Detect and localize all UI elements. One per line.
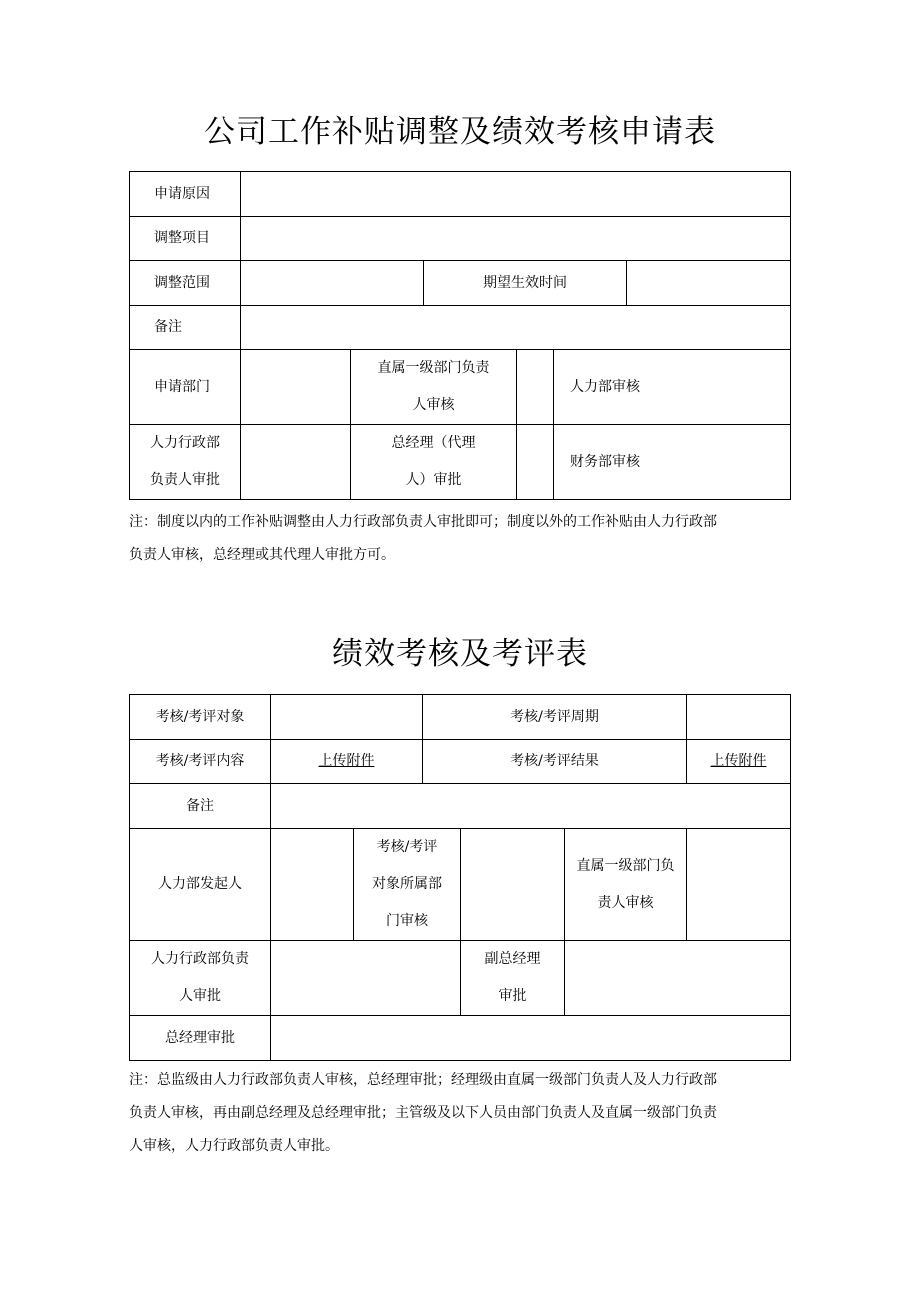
hr-admin-head-line2: 负责人审批	[150, 472, 220, 488]
expected-time-label: 期望生效时间	[424, 261, 627, 306]
hr-admin-line1: 人力行政部负责	[151, 951, 249, 967]
hr-admin-head-approval-label	[130, 425, 241, 500]
direct-head-line1: 直属一级部门负	[576, 857, 675, 874]
review-result-upload	[687, 740, 791, 784]
hr-initiator-label: 人力部发起人	[130, 829, 271, 941]
form1-note-line1: 注：制度以内的工作补贴调整由人力行政部负责人审批即可；制度以外的工作补贴由人力行政部	[129, 514, 717, 530]
hr-review-label	[554, 350, 791, 425]
adjust-range-field[interactable]	[241, 261, 424, 306]
hr-admin-line2: 人审批	[179, 988, 221, 1004]
form1-title: 公司工作补贴调整及绩效考核申请表	[204, 114, 716, 150]
review-content-label: 考核/考评内容	[130, 740, 271, 784]
gm-approval-field[interactable]	[517, 425, 554, 500]
gm-approval-label-2: 总经理审批	[130, 1016, 271, 1061]
dept-review-label	[354, 829, 461, 941]
direct-dept-head-review-label	[351, 350, 517, 425]
apply-reason-field[interactable]	[241, 172, 791, 217]
apply-dept-label: 申请部门	[130, 350, 241, 425]
hr-admin-head-line1: 人力行政部	[150, 435, 220, 451]
apply-reason-label: 申请原因	[130, 172, 241, 217]
adjust-range-label: 调整范围	[130, 261, 241, 306]
hr-review-text: 人力部审核	[570, 378, 640, 395]
dept-review-line3: 门审核	[386, 913, 428, 929]
review-period-label: 考核/考评周期	[423, 695, 687, 740]
review-content-upload	[271, 740, 423, 784]
adjust-item-field[interactable]	[241, 217, 791, 261]
review-result-label: 考核/考评结果	[423, 740, 687, 784]
form1-note	[129, 506, 791, 572]
form2-note-line1: 注：总监级由人力行政部负责人审核，总经理审批；经理级由直属一级部门负责人及人力行政部	[129, 1072, 717, 1088]
hr-admin-head-approval-field[interactable]	[241, 425, 351, 500]
gm-approval-label	[351, 425, 517, 500]
performance-review-table	[129, 694, 791, 1061]
vgm-line2: 审批	[498, 988, 527, 1004]
dept-review-line2: 对象所属部	[372, 876, 442, 892]
finance-review-label	[554, 425, 791, 500]
vgm-line1: 副总经理	[484, 951, 541, 967]
gm-approval-field-2[interactable]	[271, 1016, 791, 1061]
direct-head-line2: 责人审核	[597, 894, 654, 911]
finance-review-text: 财务部审核	[570, 453, 640, 470]
adjust-item-label: 调整项目	[130, 217, 241, 261]
form2-note-line2: 负责人审核，再由副总经理及总经理审批；主管级及以下人员由部门负责人及直属一级部门负责	[129, 1105, 717, 1121]
remark-label-2: 备注	[130, 784, 271, 829]
dept-review-field[interactable]	[461, 829, 565, 941]
form2-title: 绩效考核及考评表	[332, 636, 588, 672]
remark-field-2[interactable]	[271, 784, 791, 829]
review-target-field[interactable]	[271, 695, 423, 740]
gm-approval-line2: 人）审批	[405, 472, 462, 488]
apply-dept-field[interactable]	[241, 350, 351, 425]
remark-label: 备注	[130, 306, 241, 350]
remark-field[interactable]	[241, 306, 791, 350]
gm-approval-line1: 总经理（代理	[391, 435, 476, 451]
direct-dept-head-line2: 人审核	[412, 397, 455, 413]
review-result-upload-link[interactable]: 上传附件	[710, 753, 767, 769]
direct-dept-head-review-field[interactable]	[517, 350, 554, 425]
review-content-upload-link[interactable]: 上传附件	[318, 753, 375, 769]
vgm-approval-label	[461, 941, 565, 1016]
hr-admin-approval-field[interactable]	[271, 941, 461, 1016]
subsidy-application-table	[129, 171, 791, 500]
expected-time-field[interactable]	[627, 261, 791, 306]
review-period-field[interactable]	[687, 695, 791, 740]
form1-note-line2: 负责人审核，总经理或其代理人审批方可。	[129, 547, 395, 563]
direct-dept-head-line1: 直属一级部门负责	[377, 360, 490, 376]
form2-note	[129, 1064, 791, 1163]
direct-head-review-label	[565, 829, 687, 941]
direct-head-review-field[interactable]	[687, 829, 791, 941]
hr-initiator-field[interactable]	[271, 829, 354, 941]
review-target-label: 考核/考评对象	[130, 695, 271, 740]
hr-admin-approval-label	[130, 941, 271, 1016]
form2-note-line3: 人审核，人力行政部负责人审批。	[129, 1138, 339, 1154]
vgm-approval-field[interactable]	[565, 941, 791, 1016]
dept-review-line1: 考核/考评	[376, 839, 438, 855]
